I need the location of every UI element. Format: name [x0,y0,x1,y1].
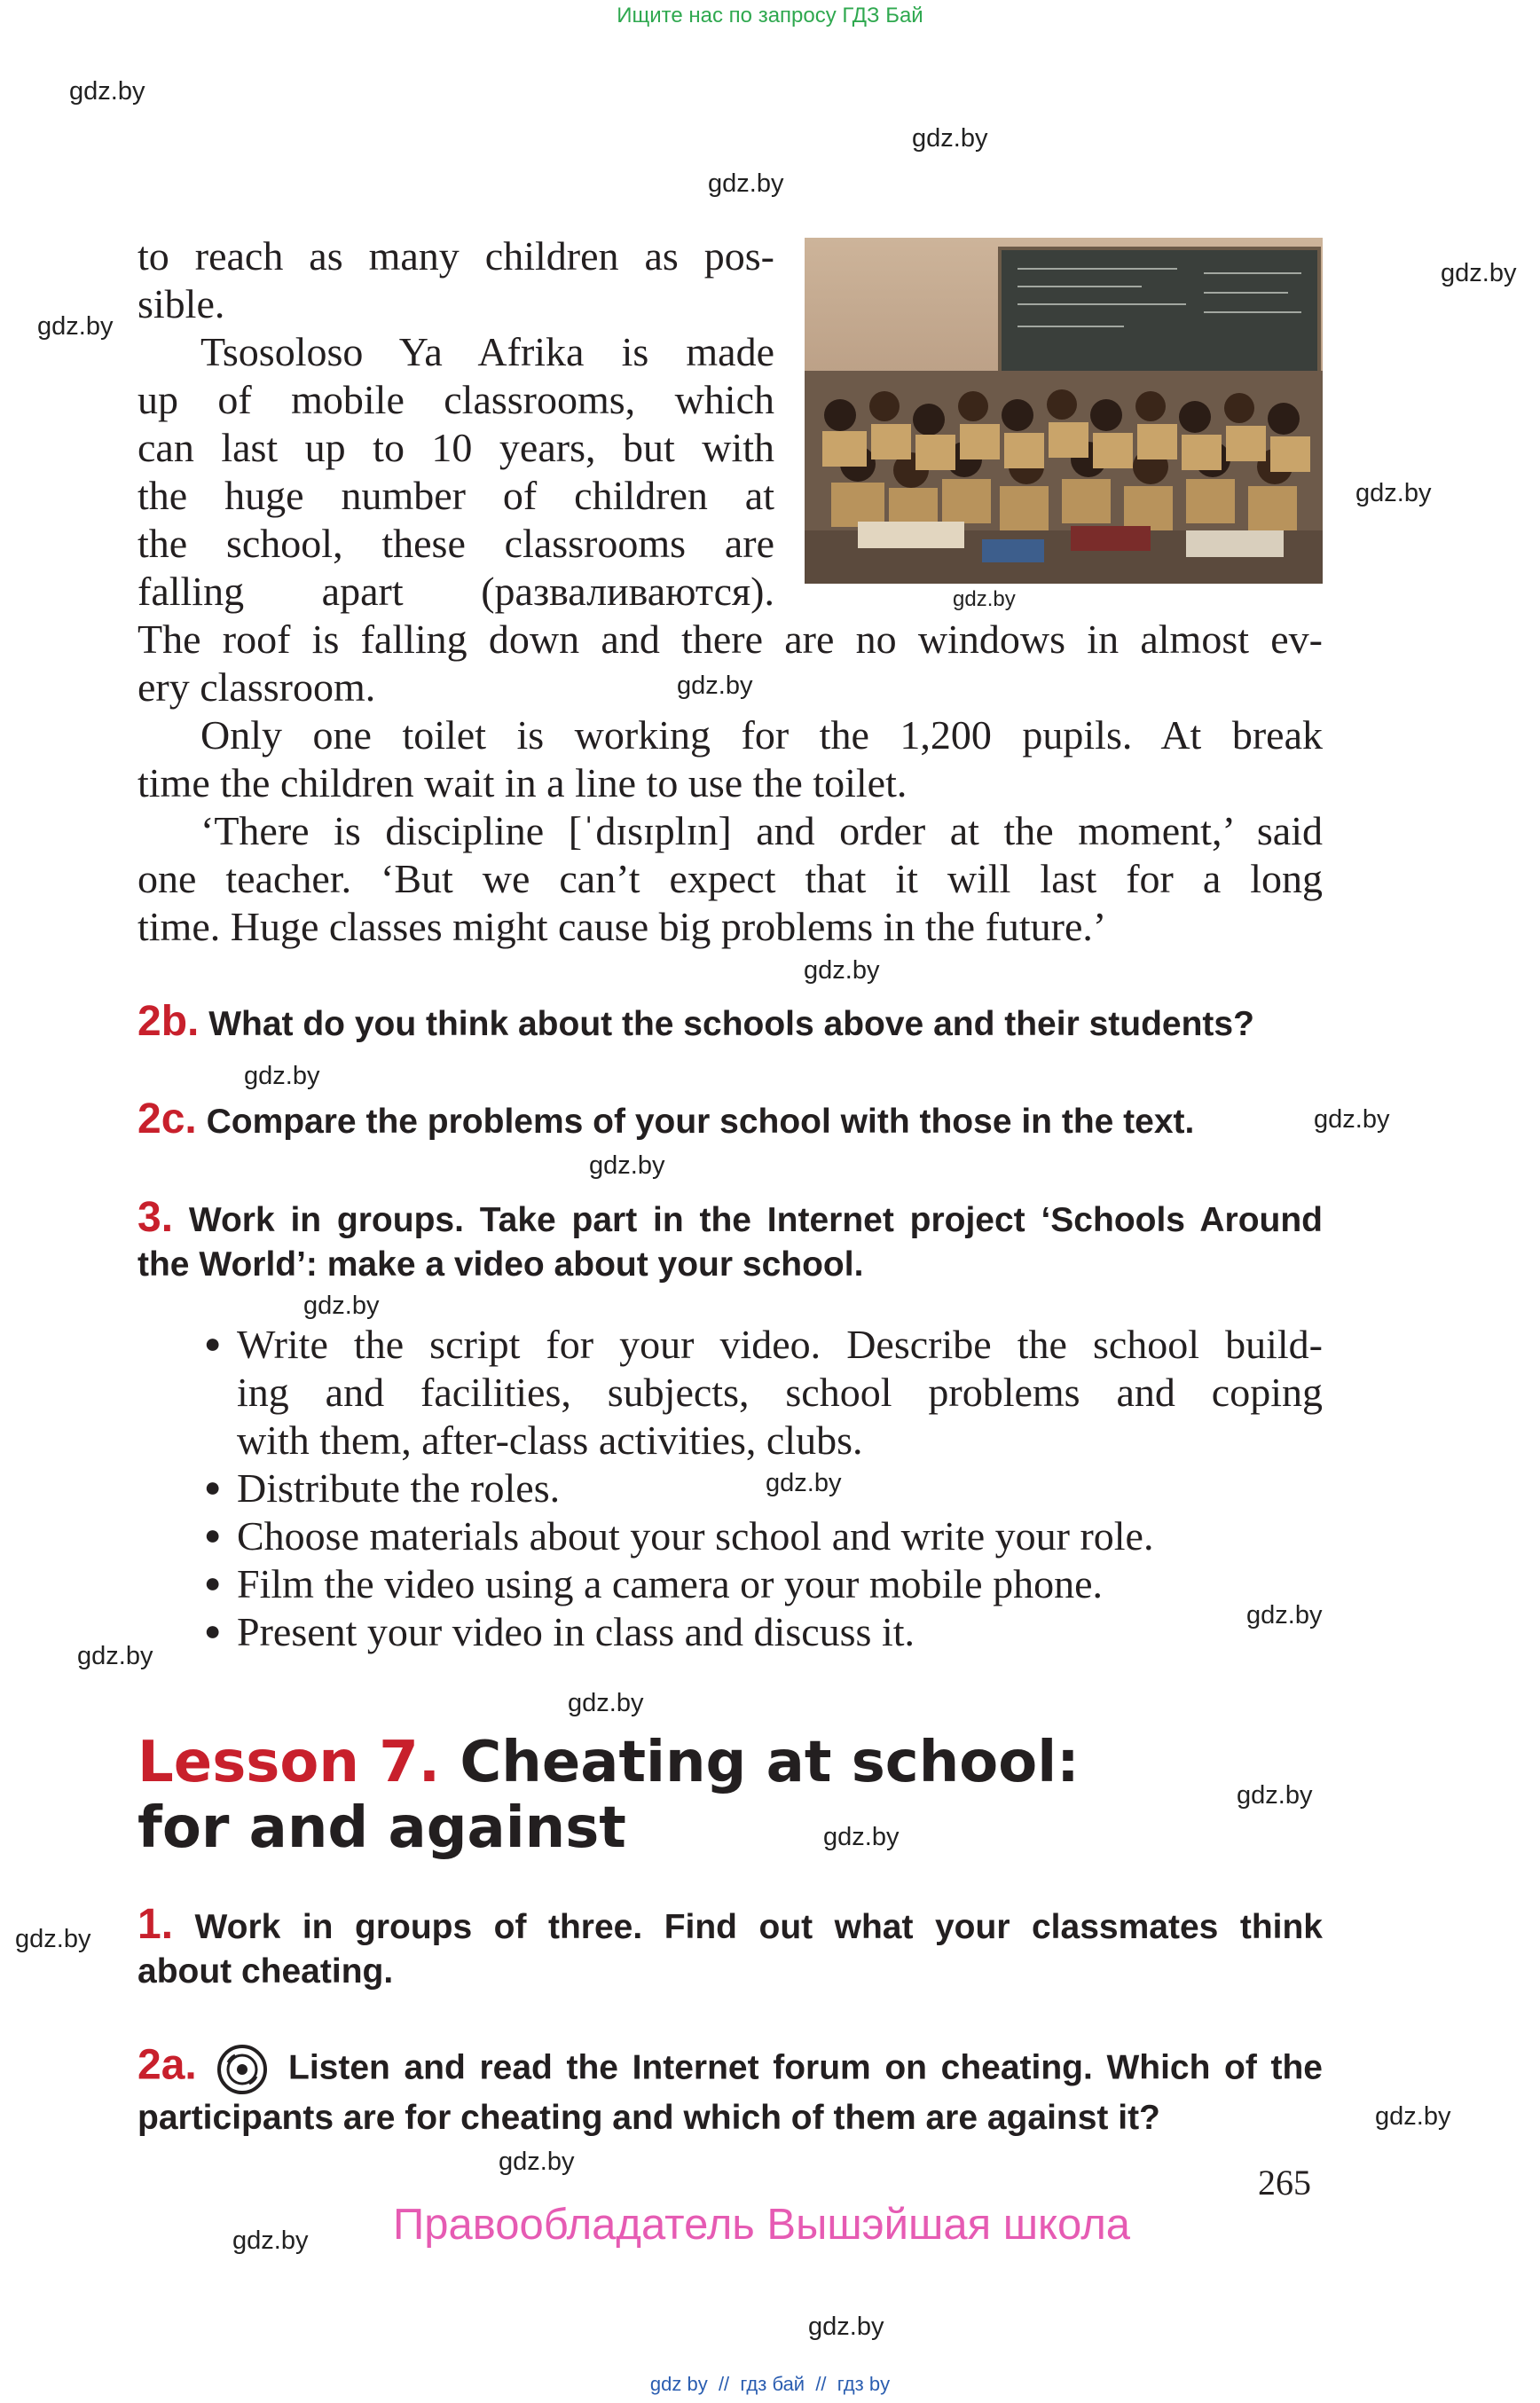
watermark: gdz.by [1237,1781,1313,1810]
text-line: the huge number of children at [138,473,774,518]
text-line: Only one toilet is working for the 1,200 pupils. At break [200,712,1323,758]
task-text: What do you think about the schools above and their students? [208,1005,1254,1043]
watermark: gdz.by [77,1642,153,1670]
watermark: gdz.by [766,1469,842,1497]
task-text: Compare the problems of your school with those in the text. [206,1103,1195,1141]
watermark: gdz.by [15,1925,91,1953]
text-line: to reach as many children as pos- [138,233,774,279]
bullet-icon: ● [204,1471,222,1503]
text-line: with them, after-class activities, clubs. [237,1417,863,1463]
task-text: Work in groups. Take part in the Internet project ‘Schools Around [188,1201,1323,1239]
bullet-icon: ● [204,1614,222,1646]
task-text: the World’: make a video about your school. [138,1245,864,1284]
text-line: Distribute the roles. [237,1465,561,1511]
watermark: gdz.by [568,1689,644,1717]
task-2c [138,1097,1323,1144]
list-item [237,1608,1323,1656]
classroom-illustration [805,238,1323,584]
watermark: gdz.by [808,2313,884,2341]
task-line [138,1903,1323,1950]
task-number: 2c. [138,1095,197,1143]
task-text: about cheating. [138,1952,394,1991]
text-line: ing and facilities, subjects, school problems and coping [237,1370,1323,1415]
watermark: gdz.by [677,671,753,700]
watermark: gdz.by [232,2226,309,2255]
bullet-icon: ● [204,1327,222,1359]
watermark: gdz.by [1375,2102,1451,2131]
reading-paragraph [138,616,1323,711]
text-line: Film the video using a camera or your mobile phone. [237,1561,1103,1606]
watermark: gdz.by [823,1823,900,1851]
watermark: gdz.by [1314,1105,1390,1134]
watermark: gdz.by [1441,259,1517,287]
page-number: 265 [1258,2163,1311,2203]
task-text: Listen and read the Internet forum on cheating. Which of the [288,2048,1323,2087]
list-item [237,1512,1323,1560]
text-line: up of mobile classrooms, which [138,377,774,422]
watermark: gdz.by [303,1292,380,1320]
watermark: gdz.by [1246,1601,1323,1629]
lesson-heading [138,1730,1113,1861]
top-banner[interactable]: Ищите нас по запросу ГДЗ Бай [617,4,923,27]
list-item [237,1321,1323,1465]
watermark: gdz.by [69,77,145,106]
text-line: ‘There is discipline [ˈdɪsɪplɪn] and order at the moment,’ said [200,808,1323,853]
lesson-task-2a [138,2043,1323,2140]
task-text: Work in groups of three. Find out what your classmates think [194,1908,1323,1946]
reading-paragraph [138,711,1323,807]
task-number: 2a. [138,2041,197,2089]
bullet-icon: ● [204,1519,222,1551]
text-line: time the children wait in a line to use the toilet. [138,760,908,805]
text-line: sible. [138,281,225,326]
lesson-task-1 [138,1903,1323,1994]
watermark: gdz.by [244,1062,320,1090]
task-number: 3. [138,1194,174,1241]
text-line: time. Huge classes might cause big problems in the future.’ [138,904,1107,949]
cd-audio-icon[interactable] [216,2043,269,2096]
classroom-photo [805,238,1323,584]
lesson-title: Cheating at school: [460,1730,1080,1795]
text-line: the school, these classrooms are [138,521,774,566]
watermark: gdz.by [912,124,988,153]
watermark: gdz.by [708,169,784,198]
text-line: Present your video in class and discuss it. [237,1609,915,1654]
watermark: gdz.by [804,956,880,985]
list-item [237,1465,1323,1512]
bottom-links[interactable]: gdz by // гдз бай // гдз by [649,2373,891,2395]
lesson-number: Lesson 7. [138,1730,441,1795]
bullet-icon: ● [204,1567,222,1598]
copyright-notice: Правообладатель Вышэйшая школа [393,2201,1131,2249]
task-2b [138,1000,1323,1047]
watermark: gdz.by [1355,479,1432,507]
text-line: Write the script for your video. Describe the school build- [237,1322,1323,1367]
text-line: The roof is falling down and there are no windows in almost ev- [138,616,1323,662]
text-line: falling apart (разваливаются). [138,569,774,614]
watermark: gdz.by [499,2148,575,2176]
lesson-title: for and against [138,1795,626,1861]
task-number: 1. [138,1901,174,1948]
list-item [237,1560,1323,1608]
watermark: gdz.by [953,587,1016,611]
text-line: Tsosoloso Ya Afrika is made [200,329,774,374]
text-line: can last up to 10 years, but with [138,425,774,470]
reading-paragraph [138,232,774,328]
text-line: one teacher. ‘But we can’t expect that it will last for a long [138,856,1323,901]
task-3 [138,1196,1323,1287]
reading-paragraph [138,807,1323,951]
task-line [138,1196,1323,1243]
task-text: participants are for cheating and which of them are against it? [138,2099,1160,2137]
task-number: 2b. [138,998,200,1045]
reading-paragraph [138,328,774,616]
task-line [138,2043,1323,2096]
text-line: Choose materials about your school and write your role. [237,1513,1154,1559]
text-line: ery classroom. [138,664,376,710]
watermark: gdz.by [589,1151,665,1180]
watermark: gdz.by [37,312,114,341]
